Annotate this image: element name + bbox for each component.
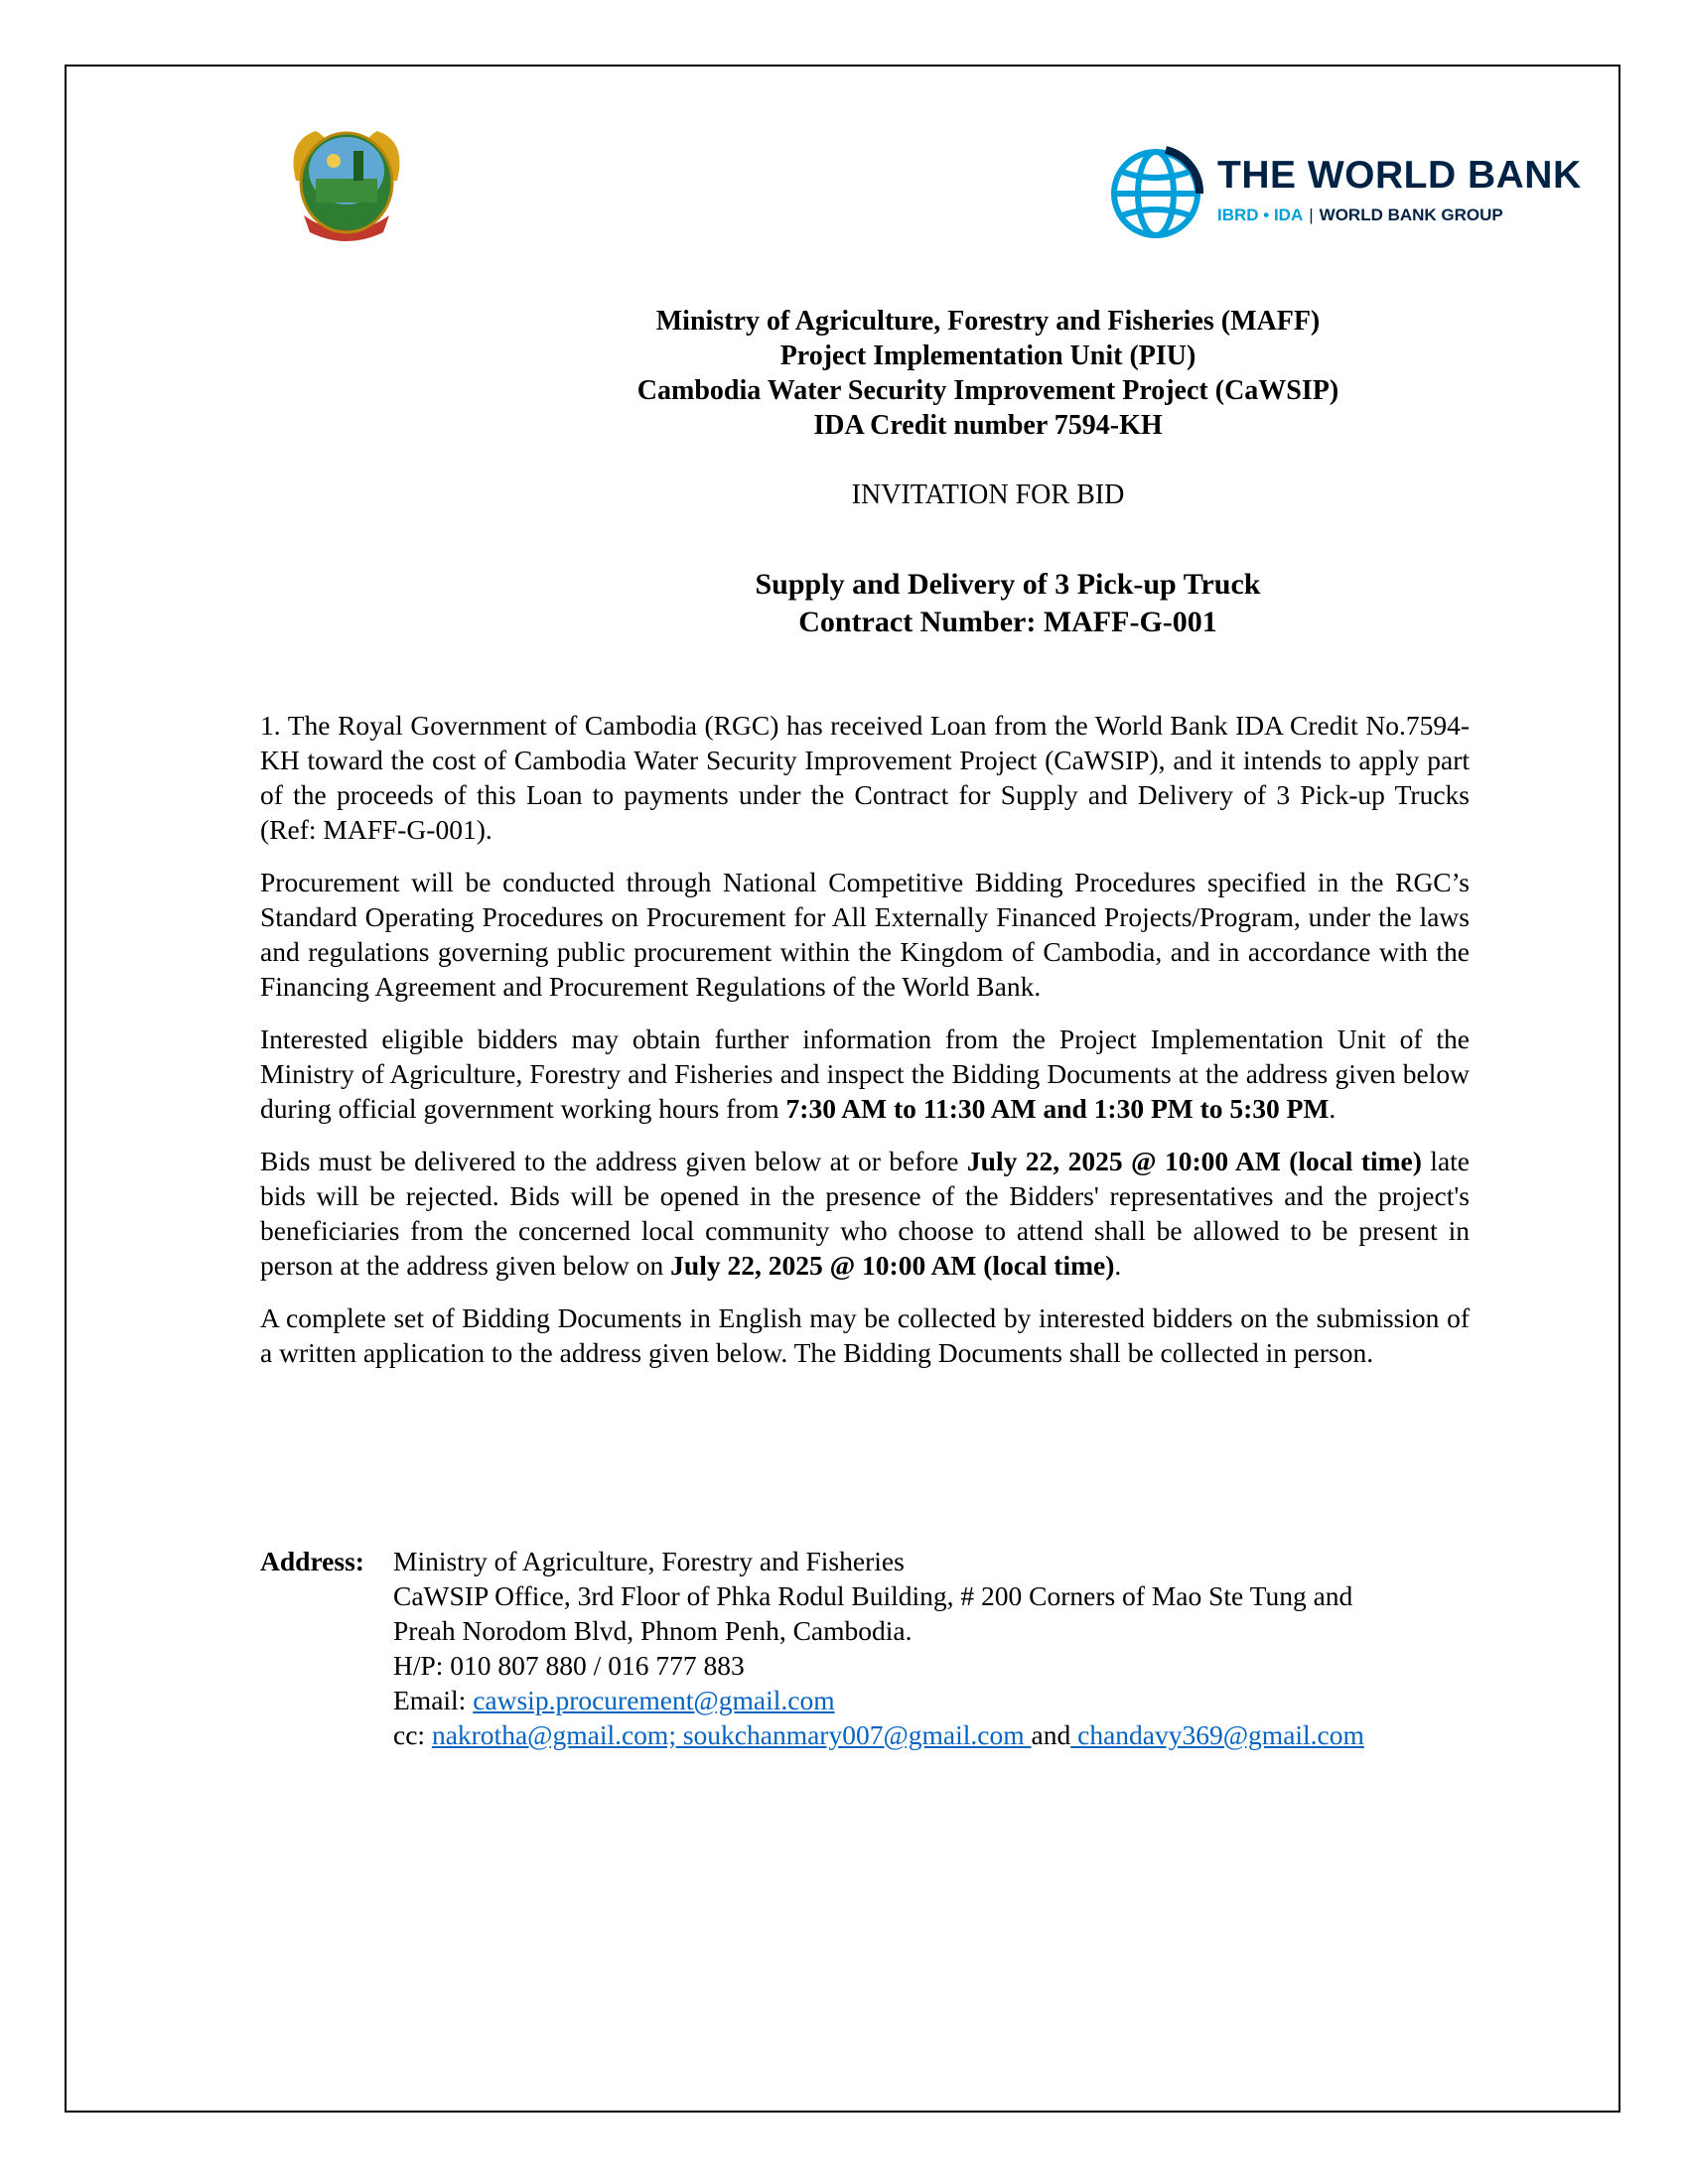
paragraph-4-end: . (1114, 1250, 1122, 1281)
paragraph-3-end: . (1329, 1093, 1336, 1124)
paragraph-1: 1. The Royal Government of Cambodia (RGC) has received Loan from the World Bank IDA Credit No.7594-KH toward the cost of Cambodia Water Security Improvement Project (CaWSIP), and it intends to apply part of the proceeds of this Loan to payments under the Contract for Supply and Delivery of 3 Pick-up Trucks (Ref: MAFF-G-001). (260, 710, 1470, 845)
paragraph-3-text: Interested eligible bidders may obtain further information from the Project Implementation Unit of the Ministry of Agriculture, Forestry and Fisheries and inspect the Bidding Documents at the address given below during official government working hours from (260, 1024, 1470, 1124)
address-line-1: Ministry of Agriculture, Forestry and Fisheries (393, 1546, 905, 1576)
world-bank-title: THE WORLD BANK (1217, 154, 1582, 197)
contract-number: Contract Number: MAFF-G-001 (798, 606, 1217, 638)
document-body (260, 708, 1470, 1388)
email-label: Email: (393, 1685, 474, 1715)
paragraph-4 (260, 1144, 1470, 1283)
cc-and: and (1031, 1719, 1071, 1750)
header-project: Cambodia Water Security Improvement Project (CaWSIP) (636, 375, 1339, 406)
paragraph-4-text-b: late bids will be rejected. Bids will be opened in the presence of the Bidders' representatives and the project's beneficiaries from the concerned local community who choose to attend shall be allowed to be present in person at the address given below on (260, 1146, 1470, 1281)
contract-title: Supply and Delivery of 3 Pick-up Truck (755, 568, 1261, 601)
paragraph-2: Procurement will be conducted through National Competitive Bidding Procedures specified in the RGC’s Standard Operating Procedures on Procurement for All Externally Financed Projects/Program, under the laws and regulations governing public procurement within the Kingdom of Cambodia, and in accordance with the Financing Agreement and Procurement Regulations of the World Bank. (260, 867, 1470, 1002)
world-bank-subtitle (1217, 205, 1503, 225)
document-header (0, 304, 1688, 443)
address-line-3: Preah Norodom Blvd, Phnom Penh, Cambodia. (393, 1615, 913, 1646)
address-phone: H/P: 010 807 880 / 016 777 883 (393, 1650, 745, 1681)
world-bank-globe-icon (1106, 144, 1205, 243)
cambodia-maff-seal-icon (276, 121, 417, 250)
cc-email-links[interactable]: nakrotha@gmail.com; soukchanmary007@gmail.com (431, 1719, 1032, 1750)
cc-last-email-link[interactable]: chandavy369@gmail.com (1070, 1719, 1364, 1750)
address-lines (393, 1544, 1477, 1752)
header-credit-number: IDA Credit number 7594-KH (813, 410, 1163, 441)
address-label: Address: (260, 1546, 364, 1576)
world-bank-separator: | (1309, 205, 1314, 224)
world-bank-logo (1106, 140, 1593, 249)
world-bank-group: WORLD BANK GROUP (1319, 205, 1503, 224)
bid-deadline: July 22, 2025 @ 10:00 AM (local time) (966, 1146, 1422, 1176)
cc-label: cc: (393, 1719, 432, 1750)
working-hours: 7:30 AM to 11:30 AM and 1:30 PM to 5:30 PM (785, 1093, 1330, 1124)
address-cc-row (393, 1717, 1477, 1752)
contract-heading (0, 566, 1688, 641)
paragraph-3 (260, 1022, 1470, 1126)
header-ministry: Ministry of Agriculture, Forestry and Fisheries (MAFF) (655, 306, 1321, 337)
header-piu: Project Implementation Unit (PIU) (779, 341, 1196, 371)
paragraph-5: A complete set of Bidding Documents in English may be collected by interested bidders on the submission of a written application to the address given below. The Bidding Documents shall be collected in person. (260, 1302, 1470, 1368)
paragraph-4-text-a: Bids must be delivered to the address given below at or before (260, 1146, 967, 1176)
invitation-heading (0, 479, 1688, 511)
email-link[interactable]: cawsip.procurement@gmail.com (473, 1685, 835, 1715)
address-line-2: CaWSIP Office, 3rd Floor of Phka Rodul Building, # 200 Corners of Mao Ste Tung and (393, 1580, 1353, 1611)
world-bank-ibrd: IBRD • IDA (1217, 205, 1304, 224)
address-email-row (393, 1683, 1477, 1717)
invitation-heading-text: INVITATION FOR BID (851, 479, 1125, 510)
bid-opening: July 22, 2025 @ 10:00 AM (local time) (670, 1250, 1115, 1281)
